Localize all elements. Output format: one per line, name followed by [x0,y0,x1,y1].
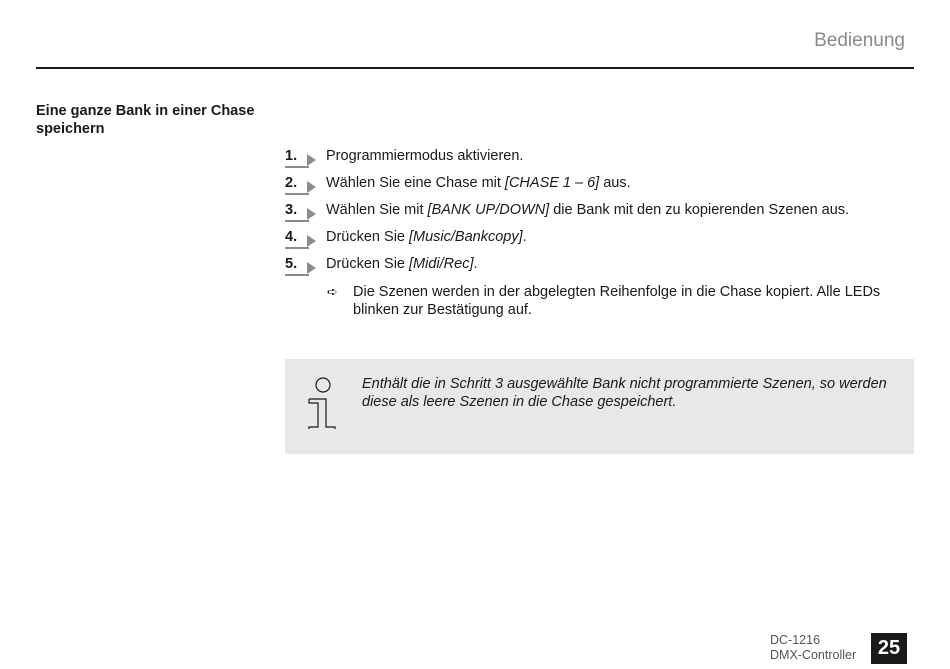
step-number [285,254,317,280]
step-underline [285,193,309,195]
step-underline [285,247,309,249]
step-arrow-icon [307,235,316,247]
step-underline [285,166,309,168]
step-arrow-icon [307,208,316,220]
step-number [285,227,317,253]
footer-model [770,633,856,663]
step-list [285,146,905,281]
step-item [285,254,905,281]
step-number [285,173,317,199]
step-item [285,146,905,173]
step-number-text: 2. [285,175,298,191]
step-text: Drücken Sie [Midi/Rec]. [326,256,478,272]
step-number [285,146,317,172]
footer-model-name: DMX-Controller [770,648,857,662]
page-number: 25 [871,633,907,664]
step-number-text: 1. [285,148,298,164]
section-heading: Eine ganze Bank in einer Chase speichern [36,103,255,137]
info-note [285,359,914,454]
step-number [285,200,317,226]
step-underline [285,274,309,276]
step-text: Wählen Sie mit [BANK UP/DOWN] die Bank mit den zu kopierenden Szenen aus. [326,202,850,218]
step-arrow-icon [307,181,316,193]
header-divider [36,67,914,69]
step-number-text: 3. [285,202,298,218]
step-item [285,173,905,200]
result-arrow-icon: ➪ [327,284,338,299]
result-text: Die Szenen werden in der abgelegten Reihenfolge in die Chase kopiert. Alle LEDs blinken zur Bestätigung auf. [353,284,881,318]
step-arrow-icon [307,262,316,274]
step-item [285,227,905,254]
step-item [285,200,905,227]
footer-model-code: DC-1216 [770,633,821,647]
step-text: Wählen Sie eine Chase mit [CHASE 1 – 6] aus. [326,175,631,191]
info-icon [308,377,338,432]
step-text: Programmiermodus aktivieren. [326,148,524,164]
step-text: Drücken Sie [Music/Bankcopy]. [326,229,527,245]
step-number-text: 5. [285,256,298,272]
step-number-text: 4. [285,229,298,245]
note-text: Enthält die in Schritt 3 ausgewählte Bank nicht programmierte Szenen, so werden diese als leere Szenen in die Chase gespeichert. [362,376,887,410]
step-underline [285,220,309,222]
page-header-title: Bedienung [814,30,905,51]
step-arrow-icon [307,154,316,166]
